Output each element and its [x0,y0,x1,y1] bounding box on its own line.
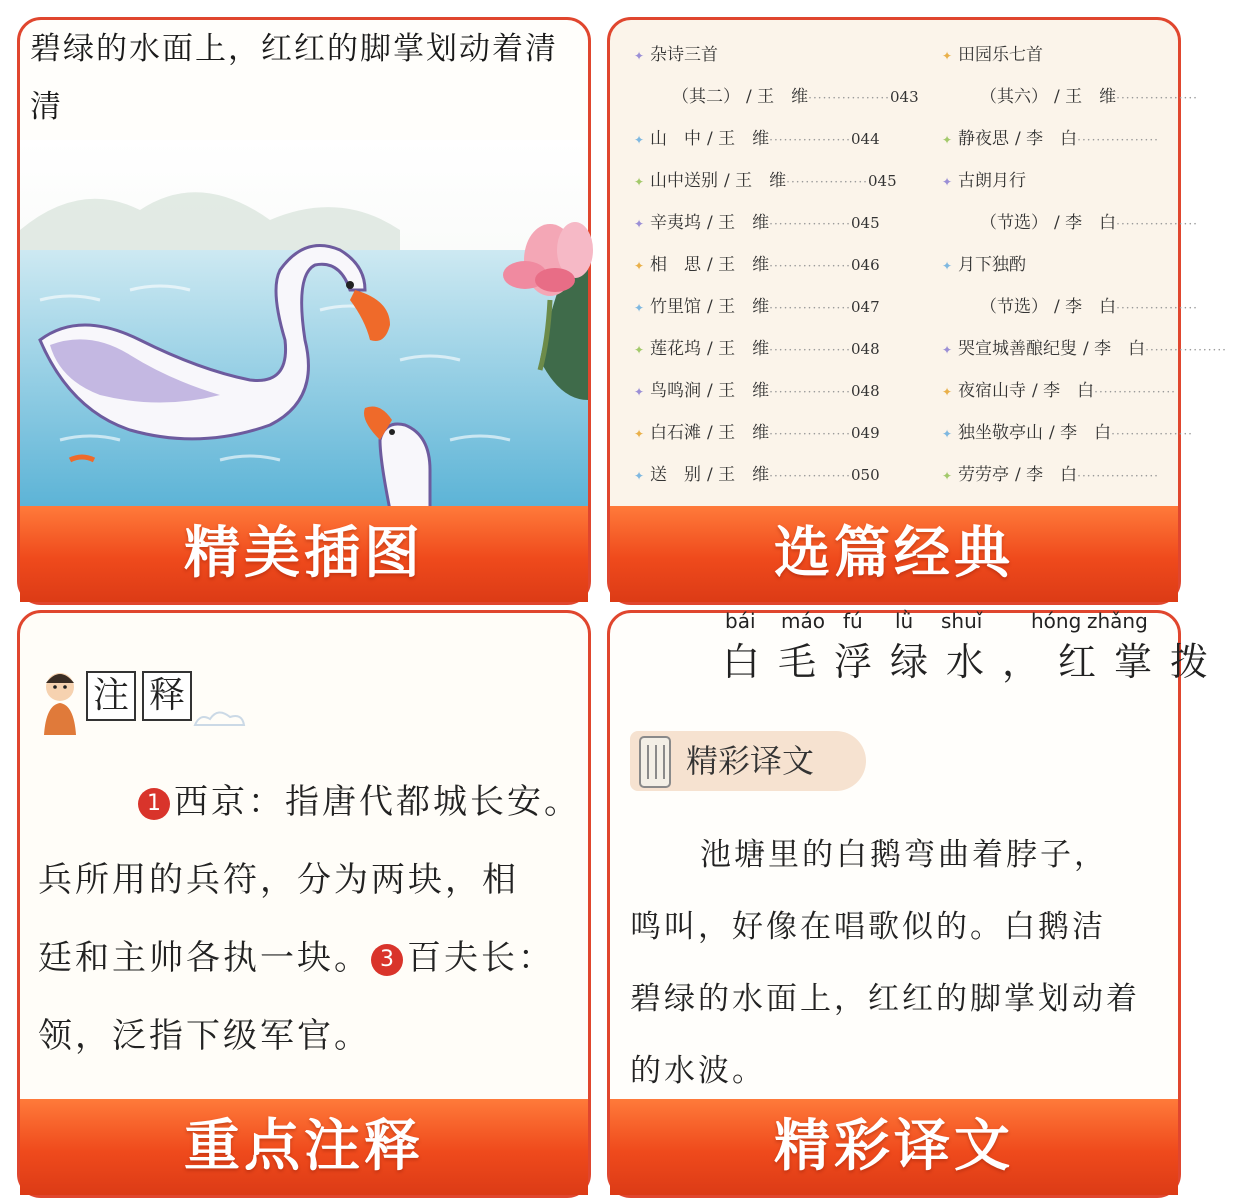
toc-author: / 王 维 [707,129,770,149]
star-bullet-icon: ✦ [633,217,645,231]
star-bullet-icon: ✦ [633,175,645,189]
toc-title: 鸟鸣涧 [650,381,701,401]
toc-page-number: 046 [851,256,880,274]
scroll-icon [632,731,682,793]
toc-title: 哭宣城善酿纪叟 [958,339,1077,359]
toc-entry [628,370,928,412]
toc-page-number: 044 [851,130,880,148]
heading-char: 注 [86,671,136,721]
pinyin-syllable: máo [781,609,825,633]
toc-title: 劳劳亭 [958,465,1009,485]
toc-entry [628,160,928,202]
pinyin-syllable: zhǎng [1087,609,1148,633]
toc-leader-dots: ················· [1116,217,1198,231]
panel-translation [607,609,1227,1198]
toc-entry [628,454,928,496]
toc-leader-dots: ················· [769,217,851,231]
star-bullet-icon: ✦ [633,469,645,483]
panel-illustration [17,17,591,605]
panel-annotations [17,610,591,1198]
toc-page-number: 045 [851,214,880,232]
toc-entry [628,34,928,76]
toc-page-number: 049 [851,424,880,442]
toc-leader-dots: ················· [1111,427,1193,441]
toc-entry [936,370,1236,412]
note-text: 西京：指唐代都城长安。 [174,782,581,822]
toc-title: 静夜思 [958,129,1009,149]
toc-author: / 王 维 [707,465,770,485]
translation-line: 碧绿的水面上，红红的脚掌划动着 [630,981,1140,1017]
swan-illustration [20,140,588,510]
star-bullet-icon: ✦ [633,343,645,357]
toc-entry [628,328,928,370]
toc-entry [936,244,1236,286]
toc-leader-dots: ················· [1077,469,1159,483]
toc-title: 杂诗三首 [650,45,718,65]
toc-title: （其二） [672,87,740,107]
toc-entry [628,202,928,244]
toc-title: （节选） [980,213,1048,233]
text-line: 碧绿的水面上，红红的脚掌划动着清清 [30,31,558,125]
toc-title: 田园乐七首 [958,45,1043,65]
scholar-avatar-icon [36,665,84,735]
translation-line: 的水波。 [630,1053,766,1089]
pinyin-syllable: fú [843,609,863,633]
annotation-line [38,919,598,997]
toc-leader-dots: ················· [786,175,868,189]
translation-line: 鸣叫，好像在唱歌似的。白鹅洁 [630,909,1106,945]
toc-title: 夜宿山寺 [958,381,1026,401]
toc-leader-dots: ················· [1145,343,1227,357]
toc-author: / 李 白 [1083,339,1146,359]
toc-entry [936,286,1236,328]
toc-leader-dots: ················· [769,259,851,273]
star-bullet-icon: ✦ [633,259,645,273]
toc-title: 白石滩 [650,423,701,443]
toc-entry [936,34,1236,76]
star-bullet-icon: ✦ [941,259,953,273]
toc-title: 辛夷坞 [650,213,701,233]
toc-entry [936,328,1236,370]
toc-page-number: 048 [851,340,880,358]
toc-author: / 李 白 [1054,297,1117,317]
pinyin-syllable: shuǐ [941,609,983,633]
star-bullet-icon: ✦ [633,301,645,315]
toc-title: 莲花坞 [650,339,701,359]
toc-title: 独坐敬亭山 [958,423,1043,443]
toc-leader-dots: ················· [808,91,890,105]
toc-author: / 李 白 [1015,129,1078,149]
feature-banner: 精美插图 [20,506,588,602]
toc-leader-dots: ················· [1116,91,1198,105]
annotation-line [38,763,598,841]
feature-banner: 精彩译文 [610,1099,1178,1195]
toc-leader-dots: ················· [769,343,851,357]
note-number-badge: 1 [138,788,170,820]
star-bullet-icon: ✦ [941,385,953,399]
toc-author: / 王 维 [1054,87,1117,107]
toc-author: / 李 白 [1054,213,1117,233]
toc-entry [936,118,1236,160]
star-bullet-icon: ✦ [941,175,953,189]
translation-body [630,819,1190,1107]
toc-entry [628,118,928,160]
toc-page-number: 048 [851,382,880,400]
star-bullet-icon: ✦ [941,343,953,357]
toc-title: （其六） [980,87,1048,107]
toc-page-number: 045 [868,172,897,190]
note-text: 百夫长： [407,938,555,978]
toc-author: / 李 白 [1032,381,1095,401]
star-bullet-icon: ✦ [941,133,953,147]
translation-heading: 精彩译文 [630,731,866,791]
toc-page-number: 047 [851,298,880,316]
toc-author: / 王 维 [707,339,770,359]
star-bullet-icon: ✦ [941,469,953,483]
toc-title: 竹里馆 [650,297,701,317]
annotation-body [38,763,598,1075]
star-bullet-icon: ✦ [633,49,645,63]
toc-title: 古朗月行 [958,171,1026,191]
toc-author: / 王 维 [707,423,770,443]
toc-leader-dots: ················· [769,301,851,315]
annotation-heading [86,671,192,721]
toc-entry [936,160,1236,202]
pinyin-syllable: bái [725,609,756,633]
pinyin-syllable: lǜ [895,609,914,633]
toc-column-right [936,34,1236,496]
cloud-icon [190,705,250,735]
toc-entry [628,244,928,286]
toc-author: / 李 白 [1015,465,1078,485]
toc-entry [936,454,1236,496]
feature-banner: 重点注释 [20,1099,588,1195]
star-bullet-icon: ✦ [633,133,645,147]
toc-title: 送 别 [650,465,701,485]
toc-leader-dots: ················· [769,469,851,483]
pinyin-syllable: hóng [1031,609,1082,633]
toc-author: / 王 维 [707,381,770,401]
annotation-line: 兵所用的兵符，分为两块，相 [38,860,519,900]
toc-entry [936,76,1236,118]
toc-entry [628,76,928,118]
toc-title: 相 思 [650,255,701,275]
poem-verse: 白毛浮绿水，红掌拨 [722,640,1227,684]
toc-title: （节选） [980,297,1048,317]
toc-entry [628,286,928,328]
toc-column-left [628,34,928,496]
toc-entry [936,412,1236,454]
toc-title: 月下独酌 [958,255,1026,275]
star-bullet-icon: ✦ [633,385,645,399]
toc-leader-dots: ················· [769,427,851,441]
panel-table-of-contents [607,17,1227,605]
toc-leader-dots: ················· [769,385,851,399]
toc-leader-dots: ················· [1094,385,1176,399]
toc-author: / 李 白 [1049,423,1112,443]
star-bullet-icon: ✦ [941,49,953,63]
toc-entry [936,202,1236,244]
feature-banner: 选篇经典 [610,506,1178,602]
toc-entry [628,412,928,454]
toc-leader-dots: ················· [1077,133,1159,147]
annotation-line: 领，泛指下级军官。 [38,1016,371,1056]
note-text: 廷和主帅各执一块。 [38,938,371,978]
toc-title: 山 中 [650,129,701,149]
star-bullet-icon: ✦ [941,427,953,441]
toc-author: / 王 维 [746,87,809,107]
heading-char: 释 [142,671,192,721]
toc-author: / 王 维 [707,213,770,233]
star-bullet-icon: ✦ [633,427,645,441]
toc-page-number: 050 [851,466,880,484]
toc-leader-dots: ················· [1116,301,1198,315]
toc-author: / 王 维 [707,297,770,317]
note-number-badge: 3 [371,944,403,976]
toc-leader-dots: ················· [769,133,851,147]
toc-title: 山中送别 [650,171,718,191]
toc-author: / 王 维 [724,171,787,191]
toc-page-number: 043 [890,88,919,106]
toc-author: / 王 维 [707,255,770,275]
translation-line: 池塘里的白鹅弯曲着脖子， [700,837,1108,873]
